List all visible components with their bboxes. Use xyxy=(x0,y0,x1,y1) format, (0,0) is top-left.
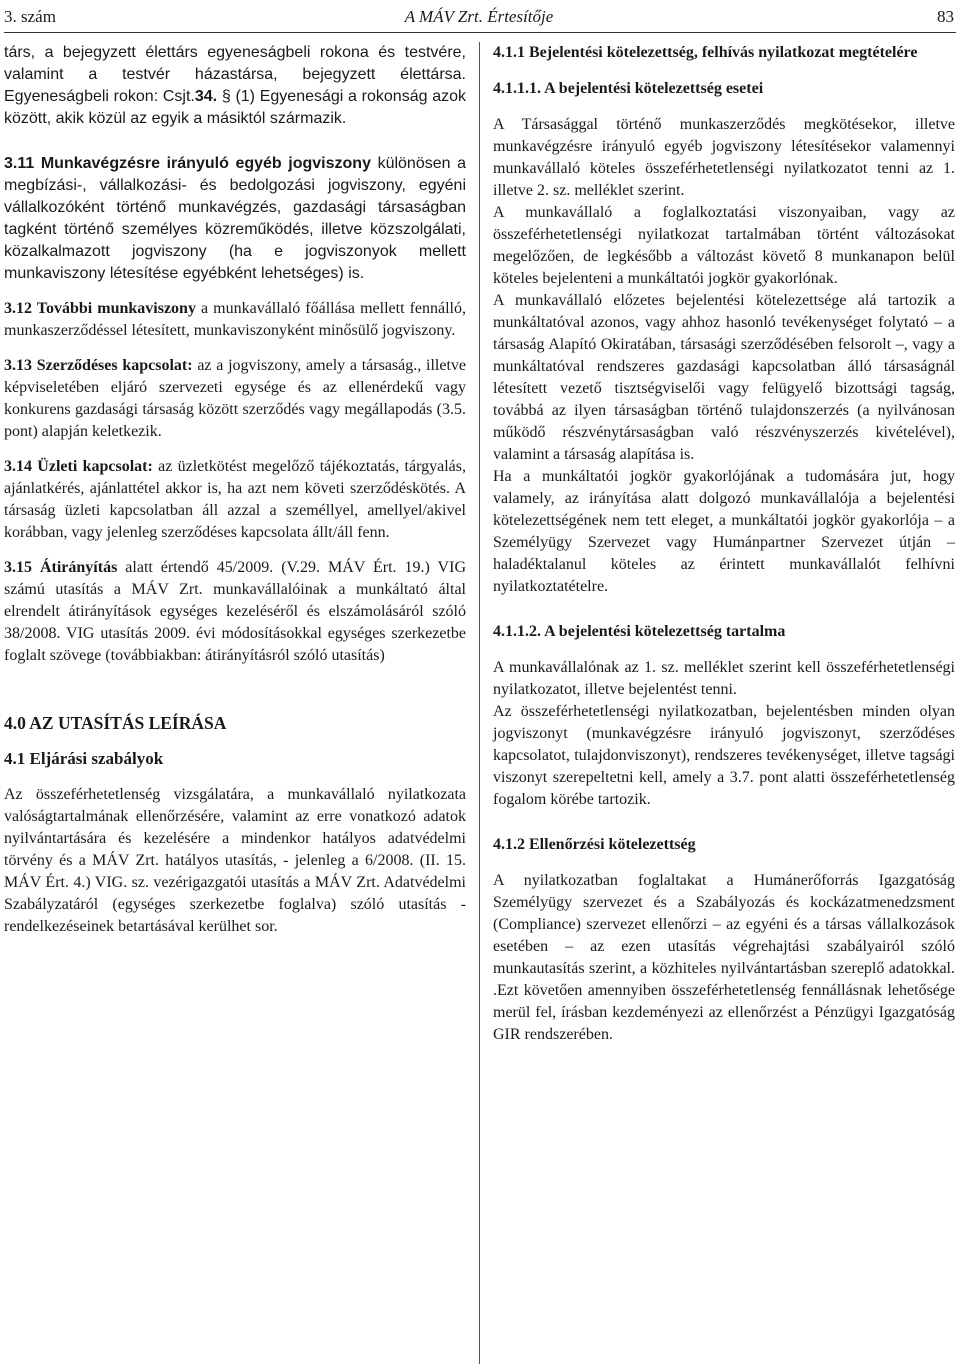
text-run-bold: 34. xyxy=(194,88,218,105)
section-heading-4-1-1-1: 4.1.1.1. A bejelentési kötelezettség esetei xyxy=(493,80,764,97)
definition-term: 3.15 Átirányítás xyxy=(4,559,118,576)
publication-title: A MÁV Zrt. Értesítője xyxy=(404,7,554,26)
definition-continuation xyxy=(4,42,466,130)
text-run: társ, a bejegyzett élettárs egyeneságbeli rokona és testvére, valamint a testvér házastársa, bejegyzett élettársa. Egyeneságbeli rokon: Csjt. xyxy=(4,44,466,105)
definition-term: 3.13 Szerződéses kapcsolat: xyxy=(4,357,193,374)
definition-3-12 xyxy=(4,298,466,342)
paragraph: A munkavállaló a foglalkoztatási viszonyaiban, vagy az összeférhetetlenségi nyilatkozat tartalmában történt változásokat megelőzően, de legkésőbb a változást követő 8 munkanapon belül köteles bejelenteni a munkáltatói jogkör gyakorlónak. xyxy=(493,204,955,287)
right-column xyxy=(493,42,955,1059)
issue-number: 3. szám xyxy=(4,7,56,26)
section-heading-4-1-1: 4.1.1 Bejelentési kötelezettség, felhívás nyilatkozat megtételére xyxy=(493,44,918,61)
paragraph: A munkavállaló előzetes bejelentési kötelezettsége alá tartozik a munkáltatóval azonos, vagy ahhoz hasonló tevékenységet folytató – a társaság Alapító Okiratában, társasági szerződésében felsorolt –, vagy a munkáltatóval rendszeres gazdasági kapcsolatban álló társaságnál létesített vezető tisztségviselői vagy felügyelő bizottsági tagság, továbbá az ilyen társaságban történő tulajdonszerzés (a nyilvánosan működő részvénytársaságban való részvényszerzés kivételével), valamint a társaság alapítása is. xyxy=(493,292,955,463)
paragraph-4-1: Az összeférhetetlenség vizsgálatára, a munkavállaló nyilatkozata valóságtartalmának ellenőrzésére, valamint az erre vonatkozó adatok nyilvántartására és kezelésére a mindenkor hatályos adatvédelmi törvény és a MÁV Zrt. hatályos utasítás, - jelenleg a 6/2008. (II. 15. MÁV Ért. 4.) VIG. sz. vezérigazgatói utasítás a MÁV Zrt. Adatvédelmi Szabályzatáról (egységes szerkezetbe foglalva) szóló utasítás - rendelkezéseinek betartásával kerülhet sor. xyxy=(4,786,466,935)
definition-term: 3.14 Üzleti kapcsolat: xyxy=(4,458,153,475)
paragraph: A munkavállalónak az 1. sz. melléklet szerint kell összeférhetetlenségi nyilatkozatot, illetve bejelentést tenni. xyxy=(493,659,955,698)
definition-text: különösen a megbízási-, vállalkozási- és bedolgozási jogviszony, egyéni vállalkozóként történő munkavégzés, gazdasági társaságban tagként történő személyes közreműködés, illetve közszolgálati, közalkalmazott jogviszony (ha e jogviszonyok mellett munkaviszony létesítése egyébként lehetséges) is. xyxy=(4,155,467,282)
paragraph: A nyilatkozatban foglaltakat a Humánerőforrás Igazgatóság Személyügy szervezet és a Szabályozás és kockázatmenedzsment (Compliance) szervezet ellenőrzi – az egyéni és a társas vállalkozások esetében – az ezen utasítás végrehajtási szabályairól szóló munkautasítás szerint, a közhiteles nyilvántartásban szereplő adatokkal. .Ezt követően amennyiben összeférhetetlenség fennállásnak lehetősége merül fel, írásban kezdeményezi az ellenőrzést a Pénzügyi Igazgatóság GIR rendszerében. xyxy=(493,872,955,1043)
left-column xyxy=(4,42,466,951)
header-rule xyxy=(4,32,956,33)
text-run: § (1) Egyenesági a rokonság azok között, akik közül az egyik a másiktól származik. xyxy=(4,88,466,127)
column-divider xyxy=(479,42,480,1364)
paragraph: Az összeférhetetlenségi nyilatkozatban, bejelentésben minden olyan jogviszonyt (munkavégzésre irányuló jogviszonyt, szerződéses kapcsolatot, tulajdonviszonyt), rendszeres tevékenységet, illetve tagsági viszonyt szerepeltetni kell, amely a 3.7. pont alatti összeférhetetlenség fogalom körébe tartozik. xyxy=(493,703,955,808)
paragraph: A Társasággal történő munkaszerződés megkötésekor, illetve munkavégzésre irányuló egyéb jogviszony létesítésekor valamennyi munkavállaló köteles összeférhetetlenségi nyilatkozatot tenni az 1. illetve 2. sz. melléklet szerint. xyxy=(493,116,955,199)
definition-text: alatt értendő 45/2009. (V.29. MÁV Ért. 19.) VIG számú utasítás a MÁV Zrt. munkavállalóinak a munkáltató által elrendelt átirányítások egységes kezeléséről és elszámolásáról szóló 38/2008. VIG utasítás 2009. évi módosításokkal egységes szerkezetbe foglalt szövege (továbbiakban: átirányításról szóló utasítás) xyxy=(4,559,466,664)
definition-3-14 xyxy=(4,456,466,544)
definition-text: a munkavállaló főállása mellett fennálló, munkaszerződéssel létesített, munkaviszonyként minősülő jogviszony. xyxy=(4,300,466,339)
definition-3-11 xyxy=(4,153,466,285)
page-number: 83 xyxy=(937,7,954,26)
definition-term: 3.11 Munkavégzésre irányuló egyéb jogviszony xyxy=(4,155,371,172)
definition-3-13 xyxy=(4,355,466,443)
paragraph: Ha a munkáltatói jogkör gyakorlójának a tudomására jut, hogy valamely, az irányítása alatt dolgozó munkavállalója a bejelentési kötelezettségének nem tett eleget, a munkáltatói jogkör gyakorlója – a Személyügy Szervezet vagy Humánpartner Szervezet útján – haladéktalanul köteles az érintett munkavállalót felhívni nyilatkoztatételre. xyxy=(493,468,955,595)
section-heading-4-1-1-2: 4.1.1.2. A bejelentési kötelezettség tartalma xyxy=(493,623,786,640)
definition-3-15 xyxy=(4,557,466,667)
definition-text: az üzletkötést megelőző tájékoztatás, tárgyalás, ajánlatkérés, ajánlattétel akkor is, ha azt nem követi szerződéskötés. A társaság üzleti kapcsolatban áll azzal a személlyel, amellyel/akivel korábban, vagy jelenleg szerződéses kapcsolata állt/áll fenn. xyxy=(4,458,467,541)
page-header xyxy=(4,6,954,32)
definition-text: az a jogviszony, amely a társaság., illetve képviseletében eljáró szervezeti egysége és az ellenérdekű vagy konkurens gazdasági társaság között szerződés vagy megállapodás (3.5. pont) alapján keletkezik. xyxy=(4,357,466,440)
definition-term: 3.12 További munkaviszony xyxy=(4,300,196,317)
section-heading-4-1-2: 4.1.2 Ellenőrzési kötelezettség xyxy=(493,836,696,853)
section-heading-4-1: 4.1 Eljárási szabályok xyxy=(4,749,164,768)
section-heading-4-0: 4.0 AZ UTASÍTÁS LEÍRÁSA xyxy=(4,713,227,733)
